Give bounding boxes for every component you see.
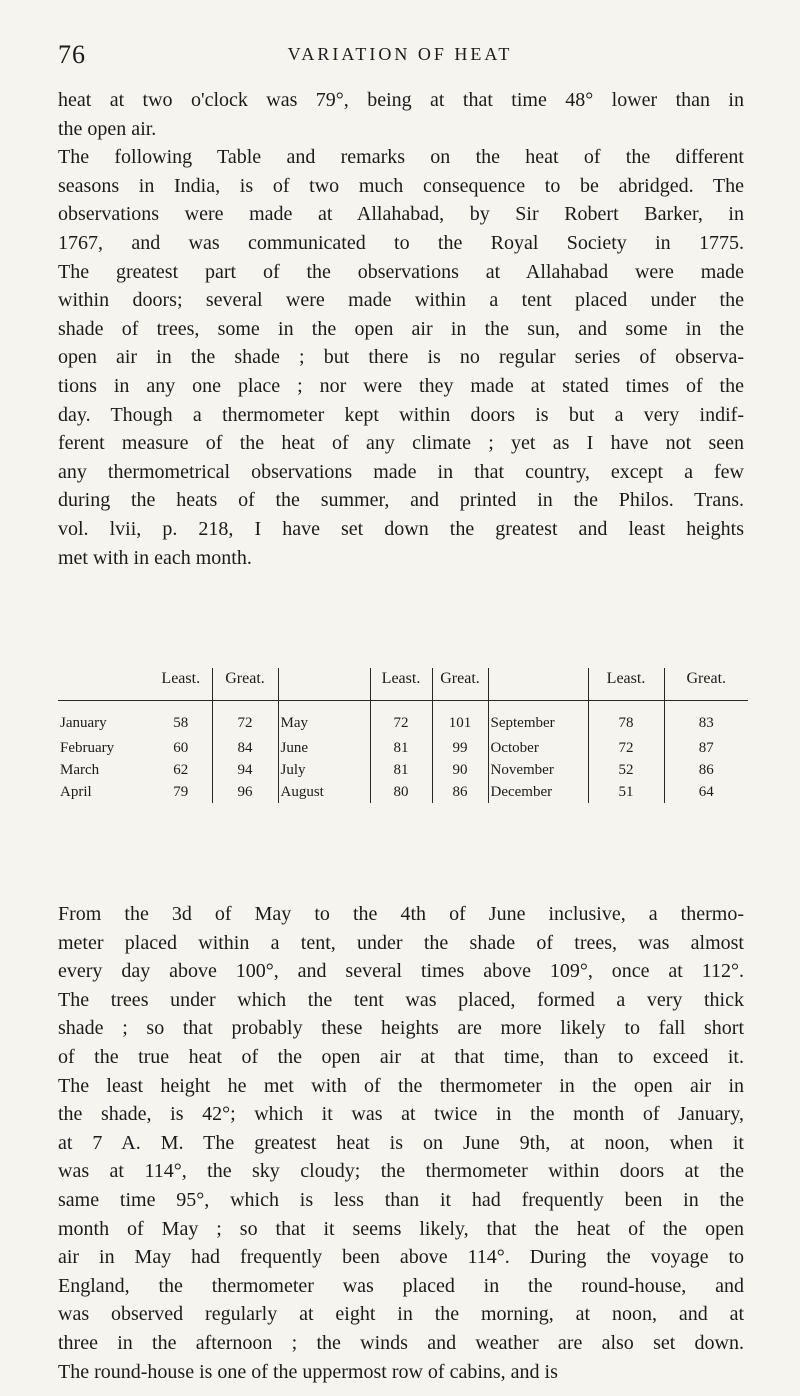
table-value-cell: 90	[432, 759, 488, 781]
table-value-cell: 80	[370, 781, 432, 803]
text-line: ferent measure of the heat of any climate ; yet as I have not seen	[58, 432, 744, 455]
text-line: at 7 A. M. The greatest heat is on June 9th, at noon, when it	[58, 1131, 744, 1154]
text-block-top	[58, 86, 744, 572]
text-line: seasons in India, is of two much consequence to be abridged. The	[58, 174, 744, 197]
text-line: tions in any one place ; nor were they made at stated times of the	[58, 374, 744, 397]
text-line: met with in each month.	[58, 546, 252, 569]
table-value-cell: 72	[212, 701, 278, 738]
table-header-cell	[58, 668, 150, 701]
table-header-cell: Great.	[432, 668, 488, 701]
text-block-bottom	[58, 900, 744, 1386]
table-value-cell: 84	[212, 737, 278, 759]
table-month-cell: June	[278, 737, 370, 759]
text-line: meter placed within a tent, under the shade of trees, was almost	[58, 931, 744, 954]
table-value-cell: 81	[370, 759, 432, 781]
table-value-cell: 60	[150, 737, 212, 759]
table-value-cell: 58	[150, 701, 212, 738]
table-header-cell	[278, 668, 370, 701]
text-line: heat at two o'clock was 79°, being at that time 48° lower than in	[58, 89, 744, 111]
table-value-cell: 72	[370, 701, 432, 738]
text-line: England, the thermometer was placed in the round-house, and	[58, 1274, 744, 1297]
table-month-cell: October	[488, 737, 588, 759]
table-month-cell: July	[278, 759, 370, 781]
table-value-cell: 72	[588, 737, 664, 759]
table-month-cell: January	[60, 714, 107, 731]
table-header-cell: Great.	[212, 668, 278, 701]
table-value-cell: 94	[212, 759, 278, 781]
table-value-cell: 62	[150, 759, 212, 781]
table-month-cell: May	[278, 701, 370, 738]
table-value-cell: 83	[698, 714, 714, 731]
table-value-cell: 86	[698, 761, 714, 778]
table-header-cell: Least.	[588, 668, 664, 701]
table-value-cell: 86	[432, 781, 488, 803]
table-value-cell: 52	[588, 759, 664, 781]
text-line: vol. lvii, p. 218, I have set down the greatest and least heights	[58, 517, 744, 540]
text-line: 1767, and was communicated to the Royal Society in 1775.	[58, 231, 744, 254]
table-value-cell: 78	[588, 701, 664, 738]
text-line: From the 3d of May to the 4th of June inclusive, a thermo-	[58, 903, 744, 925]
table-value-cell: 81	[370, 737, 432, 759]
table-month-cell: February	[60, 739, 115, 756]
table-value-cell: 96	[212, 781, 278, 803]
text-line: same time 95°, which is less than it had frequently been in the	[58, 1188, 744, 1211]
table-value-cell: 87	[698, 739, 714, 756]
text-line: air in May had frequently been above 114°. During the voyage to	[58, 1246, 744, 1269]
text-line: month of May ; so that it seems likely, that the heat of the open	[58, 1217, 744, 1240]
text-line: three in the afternoon ; the winds and weather are also set down.	[58, 1331, 744, 1354]
text-line: observations were made at Allahabad, by Sir Robert Barker, in	[58, 203, 744, 226]
table-month-cell: December	[488, 781, 588, 803]
table-row	[58, 759, 748, 781]
table-header-cell: Great.	[664, 668, 748, 701]
text-line: The trees under which the tent was placed, formed a very thick	[58, 988, 744, 1011]
table-row	[58, 701, 748, 738]
page-header	[58, 40, 742, 68]
table-value-cell: 51	[588, 781, 664, 803]
text-line: shade of trees, some in the open air in the sun, and some in the	[58, 317, 744, 340]
text-line: The round-house is one of the uppermost row of cabins, and is	[58, 1360, 558, 1383]
text-line: The following Table and remarks on the heat of the different	[58, 146, 744, 169]
text-line: was at 114°, the sky cloudy; the thermometer within doors at the	[58, 1160, 744, 1183]
text-line: during the heats of the summer, and printed in the Philos. Trans.	[58, 489, 744, 512]
table-header-row	[58, 668, 748, 701]
table-header-cell	[488, 668, 588, 701]
text-line: within doors; several were made within a tent placed under the	[58, 289, 744, 312]
table-month-cell: March	[60, 761, 100, 778]
text-line: The greatest part of the observations at Allahabad were made	[58, 260, 744, 283]
table-month-cell: November	[488, 759, 588, 781]
text-line: shade ; so that probably these heights are more likely to fall short	[58, 1017, 744, 1040]
table-row	[58, 781, 748, 803]
text-line: the open air.	[58, 117, 157, 140]
table-month-cell: August	[278, 781, 370, 803]
table-value-cell: 99	[432, 737, 488, 759]
text-line: of the true heat of the open air at that time, than to exceed it.	[58, 1045, 744, 1068]
running-head: VARIATION OF HEAT	[287, 44, 513, 64]
table-value-cell: 64	[698, 783, 714, 800]
text-line: day. Though a thermometer kept within doors is but a very indif-	[58, 403, 744, 426]
table-header-cell: Least.	[150, 668, 212, 701]
table-row	[58, 737, 748, 759]
text-line: was observed regularly at eight in the morning, at noon, and at	[58, 1303, 744, 1326]
text-line: the shade, is 42°; which it was at twice in the month of January,	[58, 1103, 744, 1126]
table-month-cell: September	[488, 701, 588, 738]
text-line: any thermometrical observations made in that country, except a few	[58, 460, 744, 483]
table-header-cell: Least.	[370, 668, 432, 701]
page-number: 76	[58, 40, 86, 69]
table-value-cell: 79	[150, 781, 212, 803]
table-month-cell: April	[60, 783, 92, 800]
table-value-cell: 101	[432, 701, 488, 738]
temperature-table	[58, 668, 748, 803]
temperature-table-wrapper	[58, 668, 748, 803]
text-line: The least height he met with of the thermometer in the open air in	[58, 1074, 744, 1097]
text-line: every day above 100°, and several times above 109°, once at 112°.	[58, 960, 744, 983]
text-line: open air in the shade ; but there is no regular series of observa-	[58, 346, 744, 369]
